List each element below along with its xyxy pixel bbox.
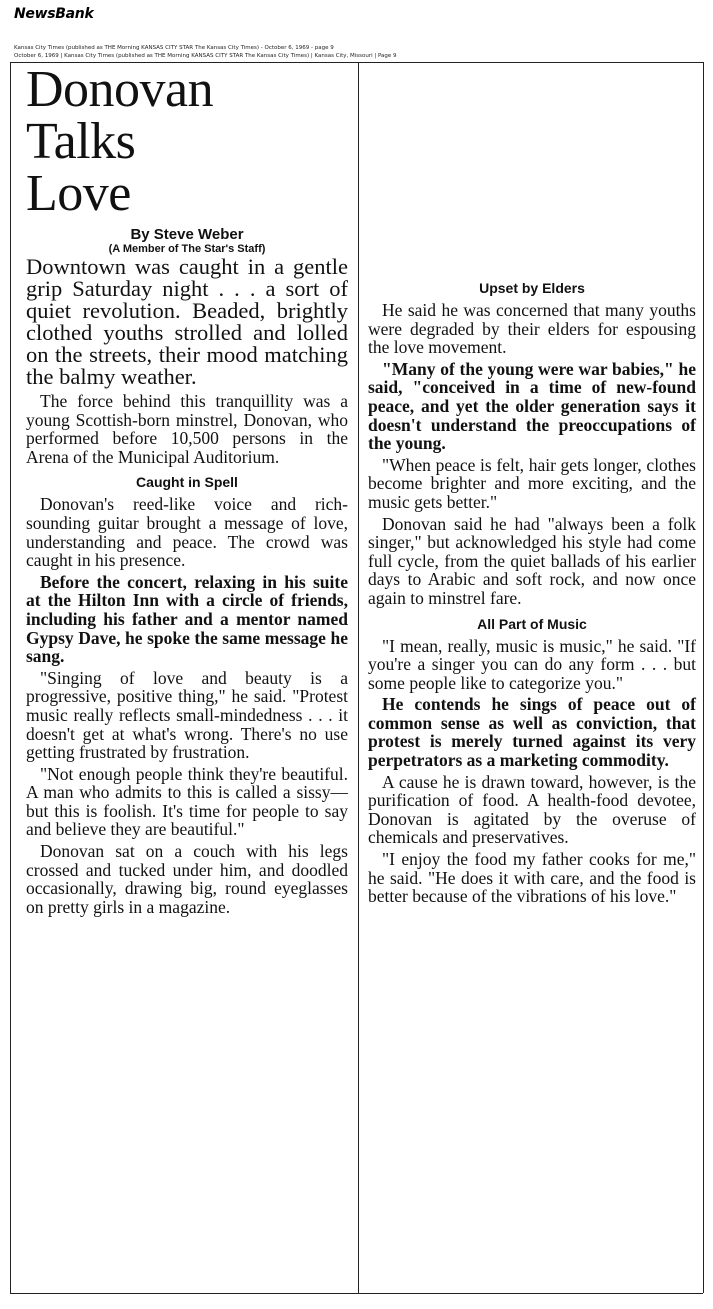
citation-line-1: Kansas City Times (published as THE Morning KANSAS CITY STAR The Kansas City Times) - October 6, 1969 - page 9: [14, 45, 334, 51]
paragraph: The force behind this tranquillity was a young Scottish-born minstrel, Donovan, who performed before 10,500 persons in the Arena of the Municipal Auditorium.: [26, 391, 348, 467]
paragraph: "Singing of love and beauty is a progressive, positive thing," he said. "Protest music really reflects small-mindedness . . . it doesn't get at what's wrong. There's no use getting frustrated by frustration.: [26, 667, 348, 763]
paragraph: Donovan's reed-like voice and rich-sounding guitar brought a message of love, understanding and peace. The crowd was caught in his presence.: [26, 494, 348, 571]
headline-line: Talks: [26, 113, 136, 170]
paragraph: He said he was concerned that many youths were degraded by their elders for espousing the love movement.: [368, 300, 696, 358]
paragraph: He contends he sings of peace out of common sense as well as conviction, that protest is merely turned against its very perpetrators as a marketing commodity.: [368, 694, 696, 771]
paragraph: "I mean, really, music is music," he said. "If you're a singer you can do any form . . . but some people like to categorize you.": [368, 635, 696, 693]
column-2-body: [368, 280, 696, 906]
paragraph: Donovan said he had "always been a folk singer," but acknowledged his style had come full cycle, from the quiet ballads of his earlier days to Arabic and soft rock, and now once again to minstrel fare.: [368, 513, 696, 608]
paragraph: A cause he is drawn toward, however, is the purification of food. A health-food devotee, Donovan is agitated by the overuse of chemicals and preservatives.: [368, 771, 696, 848]
section-subhead: Caught in Spell: [136, 474, 238, 491]
lead-paragraph: Downtown was caught in a gentle grip Saturday night . . . a sort of quiet revolution. Beaded, brightly clothed youths strolled and lolled on the streets, their mood matching the balmy weather.: [26, 254, 348, 389]
paragraph: "Not enough people think they're beautiful. A man who admits to this is called a sissy—but this is foolish. It's time for people to say and believe they are beautiful.": [26, 763, 348, 840]
bottom-rule: [10, 1293, 703, 1294]
headline: [26, 61, 348, 222]
paragraph: Before the concert, relaxing in his suite at the Hilton Inn with a circle of friends, including his father and a mentor named Gypsy Dave, he spoke the same message he sang.: [26, 571, 348, 667]
headline-line: Donovan: [26, 61, 214, 118]
paragraph: "When peace is felt, hair gets longer, clothes become brighter and more exciting, and the music gets better.": [368, 454, 696, 512]
section-subhead: Upset by Elders: [479, 280, 585, 296]
section-subhead: All Part of Music: [477, 615, 587, 632]
column-1: [26, 61, 348, 919]
right-border: [703, 62, 704, 1293]
column-2: [368, 280, 696, 909]
left-border: [10, 62, 11, 1293]
paragraph: "Many of the young were war babies," he said, "conceived in a time of new-found peace, and yet the older generation says it doesn't understand the preoccupations of the young.: [368, 358, 696, 454]
column-divider: [358, 62, 359, 1293]
newsbank-logo: NewsBank: [14, 6, 94, 22]
paragraph: "I enjoy the food my father cooks for me," he said. "He does it with care, and the food is better because of the vibrations of his love.": [368, 849, 696, 907]
byline: By Steve Weber: [130, 226, 244, 243]
headline-line: Love: [26, 165, 131, 222]
byline-affiliation: (A Member of The Star's Staff): [108, 243, 266, 255]
citation-line-2: October 6, 1969 | Kansas City Times (published as THE Morning KANSAS CITY STAR The Kansas City Times) | Kansas City, Missouri | Page 9: [14, 53, 397, 59]
column-1-body: [26, 256, 348, 916]
paragraph: Donovan sat on a couch with his legs crossed and tucked under him, and doodled occasionally, drawing big, round eyeglasses on pretty girls in a magazine.: [26, 841, 348, 917]
